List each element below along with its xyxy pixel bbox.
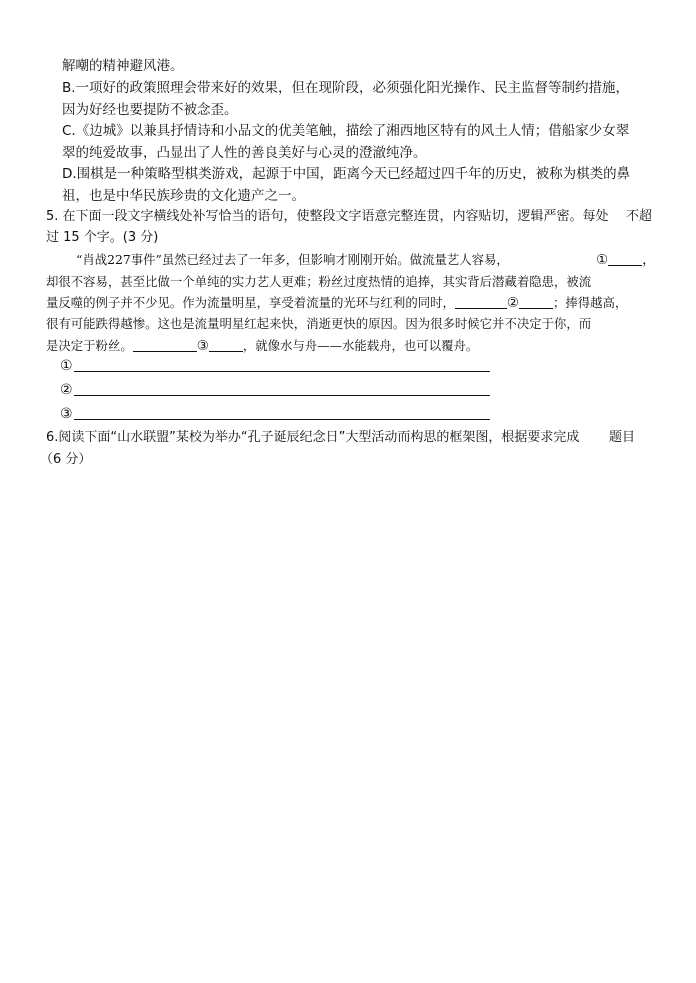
- passage-text: “肖战227事件”虽然已经过去了一年多，但影响才刚刚开始。做流量艺人容易，: [76, 252, 509, 267]
- q5-passage-line1: [76, 250, 509, 270]
- q6-stem-line1: 6.阅读下面“山水联盟”某校为举办“孔子诞辰纪念日”大型活动而构思的框架图，根据要求完成: [46, 430, 580, 445]
- blank-3-marker: ③: [196, 338, 209, 354]
- q5-passage-line3: [46, 293, 627, 313]
- blank-2-lead[interactable]: [455, 294, 507, 309]
- blank-2[interactable]: [519, 294, 553, 309]
- option-c-line2: 翠的纯爱故事，凸显出了人性的善良美好与心灵的澄澈纯净。: [62, 145, 427, 161]
- answer-1-marker: ①: [60, 358, 73, 374]
- q5-stem-line2: 过 15 个字。(3 分): [46, 230, 159, 245]
- q5-passage-line5: [46, 336, 478, 356]
- blank-1-group: ① ，: [596, 252, 656, 268]
- q5-stem-line1-end: 不超: [626, 209, 653, 224]
- option-b-line1: B.一项好的政策照理会带来好的效果，但在现阶段，必须强化阳光操作、民主监督等制约措施，: [62, 80, 630, 96]
- passage-text: ；捧得越高，: [553, 295, 628, 310]
- q6-stem-line2: （6 分）: [40, 452, 92, 467]
- option-a-tail: 解嘲的精神避风港。: [62, 58, 184, 74]
- q6-stem-line1-end: 题目: [609, 430, 636, 445]
- blank-1-marker: ①: [596, 252, 609, 268]
- answer-3-line[interactable]: [74, 419, 490, 420]
- option-c-line1: C.《边城》以兼具抒情诗和小品文的优美笔触，描绘了湘西地区特有的风土人情；借船家少女翠: [62, 123, 630, 139]
- answer-1-line[interactable]: [74, 371, 490, 372]
- q5-passage-line4: 很有可能跌得越惨。这也是流量明星红起来快，消逝更快的原因。因为很多时候它并不决定于你，而: [46, 316, 592, 331]
- answer-2-marker: ②: [60, 382, 73, 398]
- blank-3[interactable]: [209, 337, 243, 352]
- passage-text: 量反噬的例子并不少见。作为流量明星，享受着流量的光环与红利的同时，: [46, 295, 455, 310]
- answer-3-marker: ③: [60, 406, 73, 422]
- q5-passage-line2: 却很不容易，甚至比做一个单纯的实力艺人更难；粉丝过度热情的追捧，其实背后潜藏着隐患，被流: [46, 274, 592, 289]
- blank-3-lead[interactable]: [133, 337, 197, 352]
- option-d-line1: D.围棋是一种策略型棋类游戏，起源于中国，距离今天已经超过四千年的历史，被称为棋类的鼻: [62, 166, 631, 182]
- blank-1[interactable]: [608, 251, 642, 266]
- option-d-line2: 祖，也是中华民族珍贵的文化遗产之一。: [62, 188, 305, 204]
- passage-text: 是决定于粉丝。: [46, 338, 133, 353]
- q5-stem-line1: 5. 在下面一段文字横线处补写恰当的语句，使整段文字语意完整连贯，内容贴切，逻辑严密。每处: [46, 209, 609, 224]
- answer-2-line[interactable]: [74, 395, 490, 396]
- blank-2-marker: ②: [506, 295, 519, 311]
- option-b-line2: 因为好经也要提防不被念歪。: [62, 102, 238, 118]
- passage-text: ，就像水与舟——水能载舟，也可以覆舟。: [242, 338, 479, 353]
